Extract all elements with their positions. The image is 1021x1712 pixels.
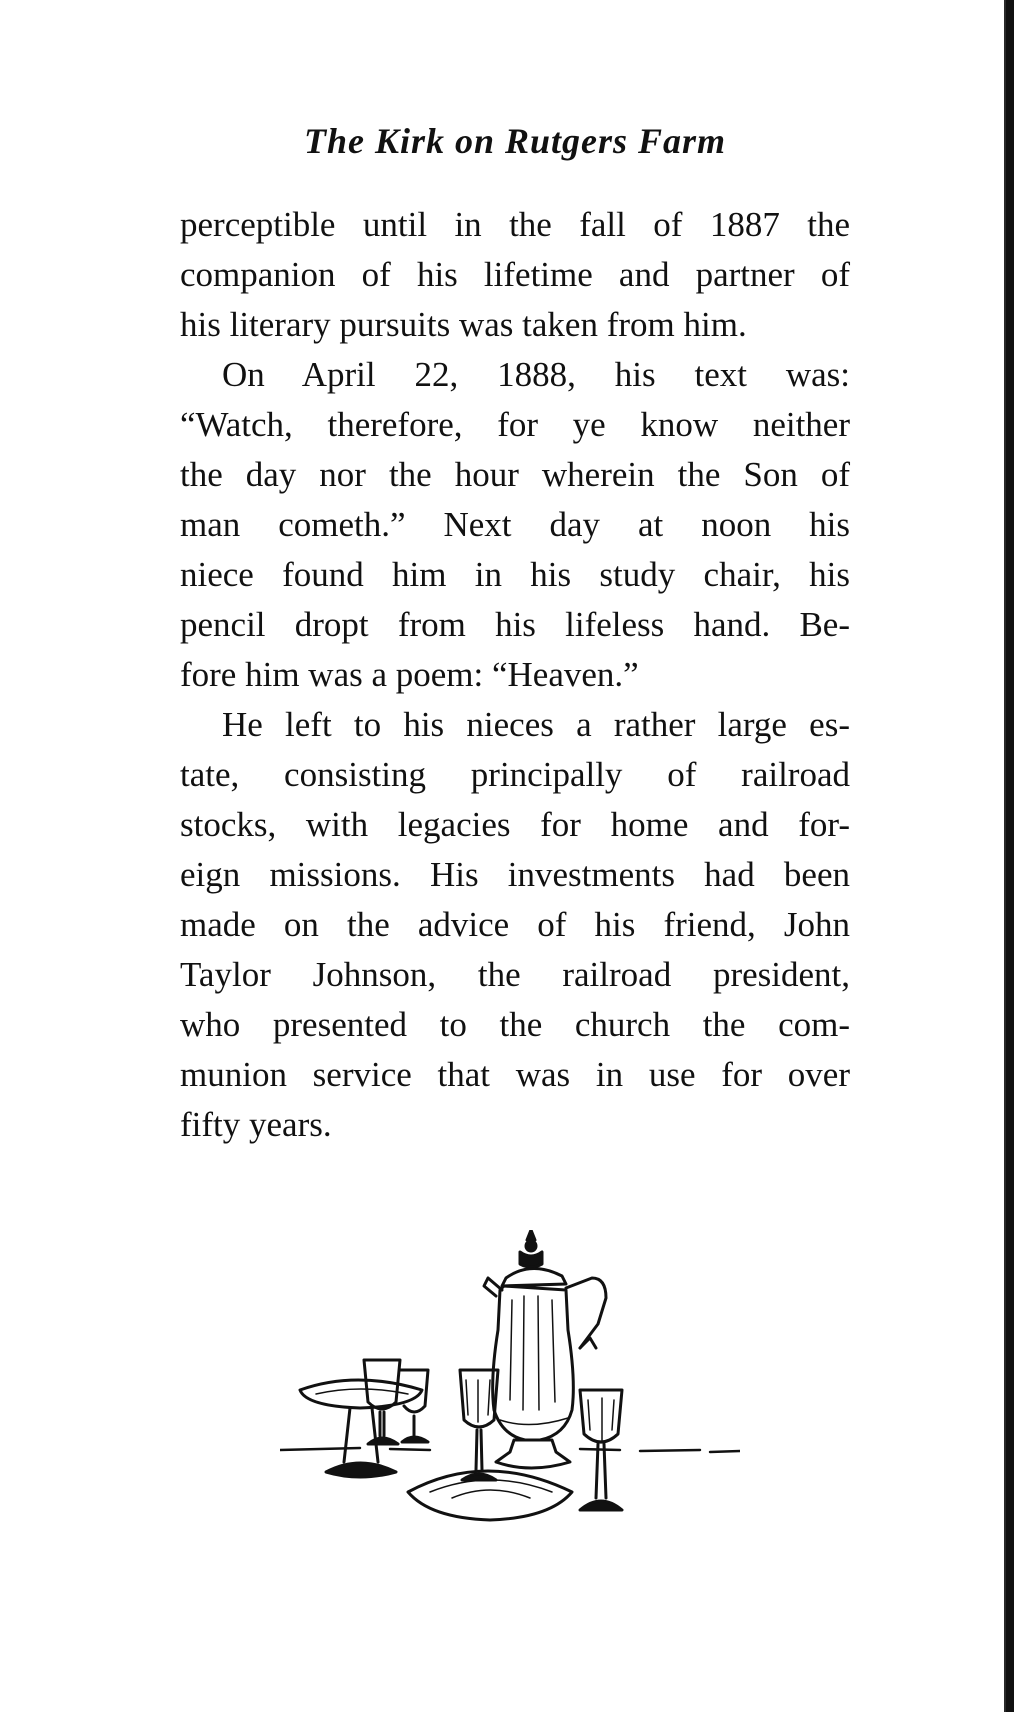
text-line: pencil dropt from his lifeless hand. Be- [180, 605, 850, 644]
text-line: eign missions. His investments had been [180, 855, 850, 894]
text-line: munion service that was in use for over [180, 1055, 850, 1094]
text-line: stocks, with legacies for home and for- [180, 805, 850, 844]
text-line: He left to his nieces a rather large es- [222, 705, 850, 744]
text-line: fore him was a poem: “Heaven.” [180, 655, 639, 694]
text-line: the day nor the hour wherein the Son of [180, 455, 850, 494]
paten-stand [300, 1380, 422, 1477]
communion-service-illustration [280, 1230, 740, 1570]
text-line: his literary pursuits was taken from him. [180, 305, 747, 344]
text-line: man cometh.” Next day at noon his [180, 505, 850, 544]
running-head: The Kirk on Rutgers Farm [303, 121, 727, 161]
page-edge [1004, 0, 1014, 1712]
text-line: companion of his lifetime and partner of [180, 255, 850, 294]
text-line: tate, consisting principally of railroad [180, 755, 850, 794]
text-line: fifty years. [180, 1105, 332, 1144]
text-line: Taylor Johnson, the railroad president, [180, 955, 850, 994]
text-line: made on the advice of his friend, John [180, 905, 850, 944]
text-line: who presented to the church the com- [180, 1005, 850, 1044]
text-line: perceptible until in the fall of 1887 the [180, 205, 850, 244]
text-line: On April 22, 1888, his text was: [222, 355, 850, 394]
flagon [484, 1230, 606, 1468]
text-line: “Watch, therefore, for ye know neither [180, 405, 850, 444]
body-text [180, 200, 850, 1150]
text-line: niece found him in his study chair, his [180, 555, 850, 594]
